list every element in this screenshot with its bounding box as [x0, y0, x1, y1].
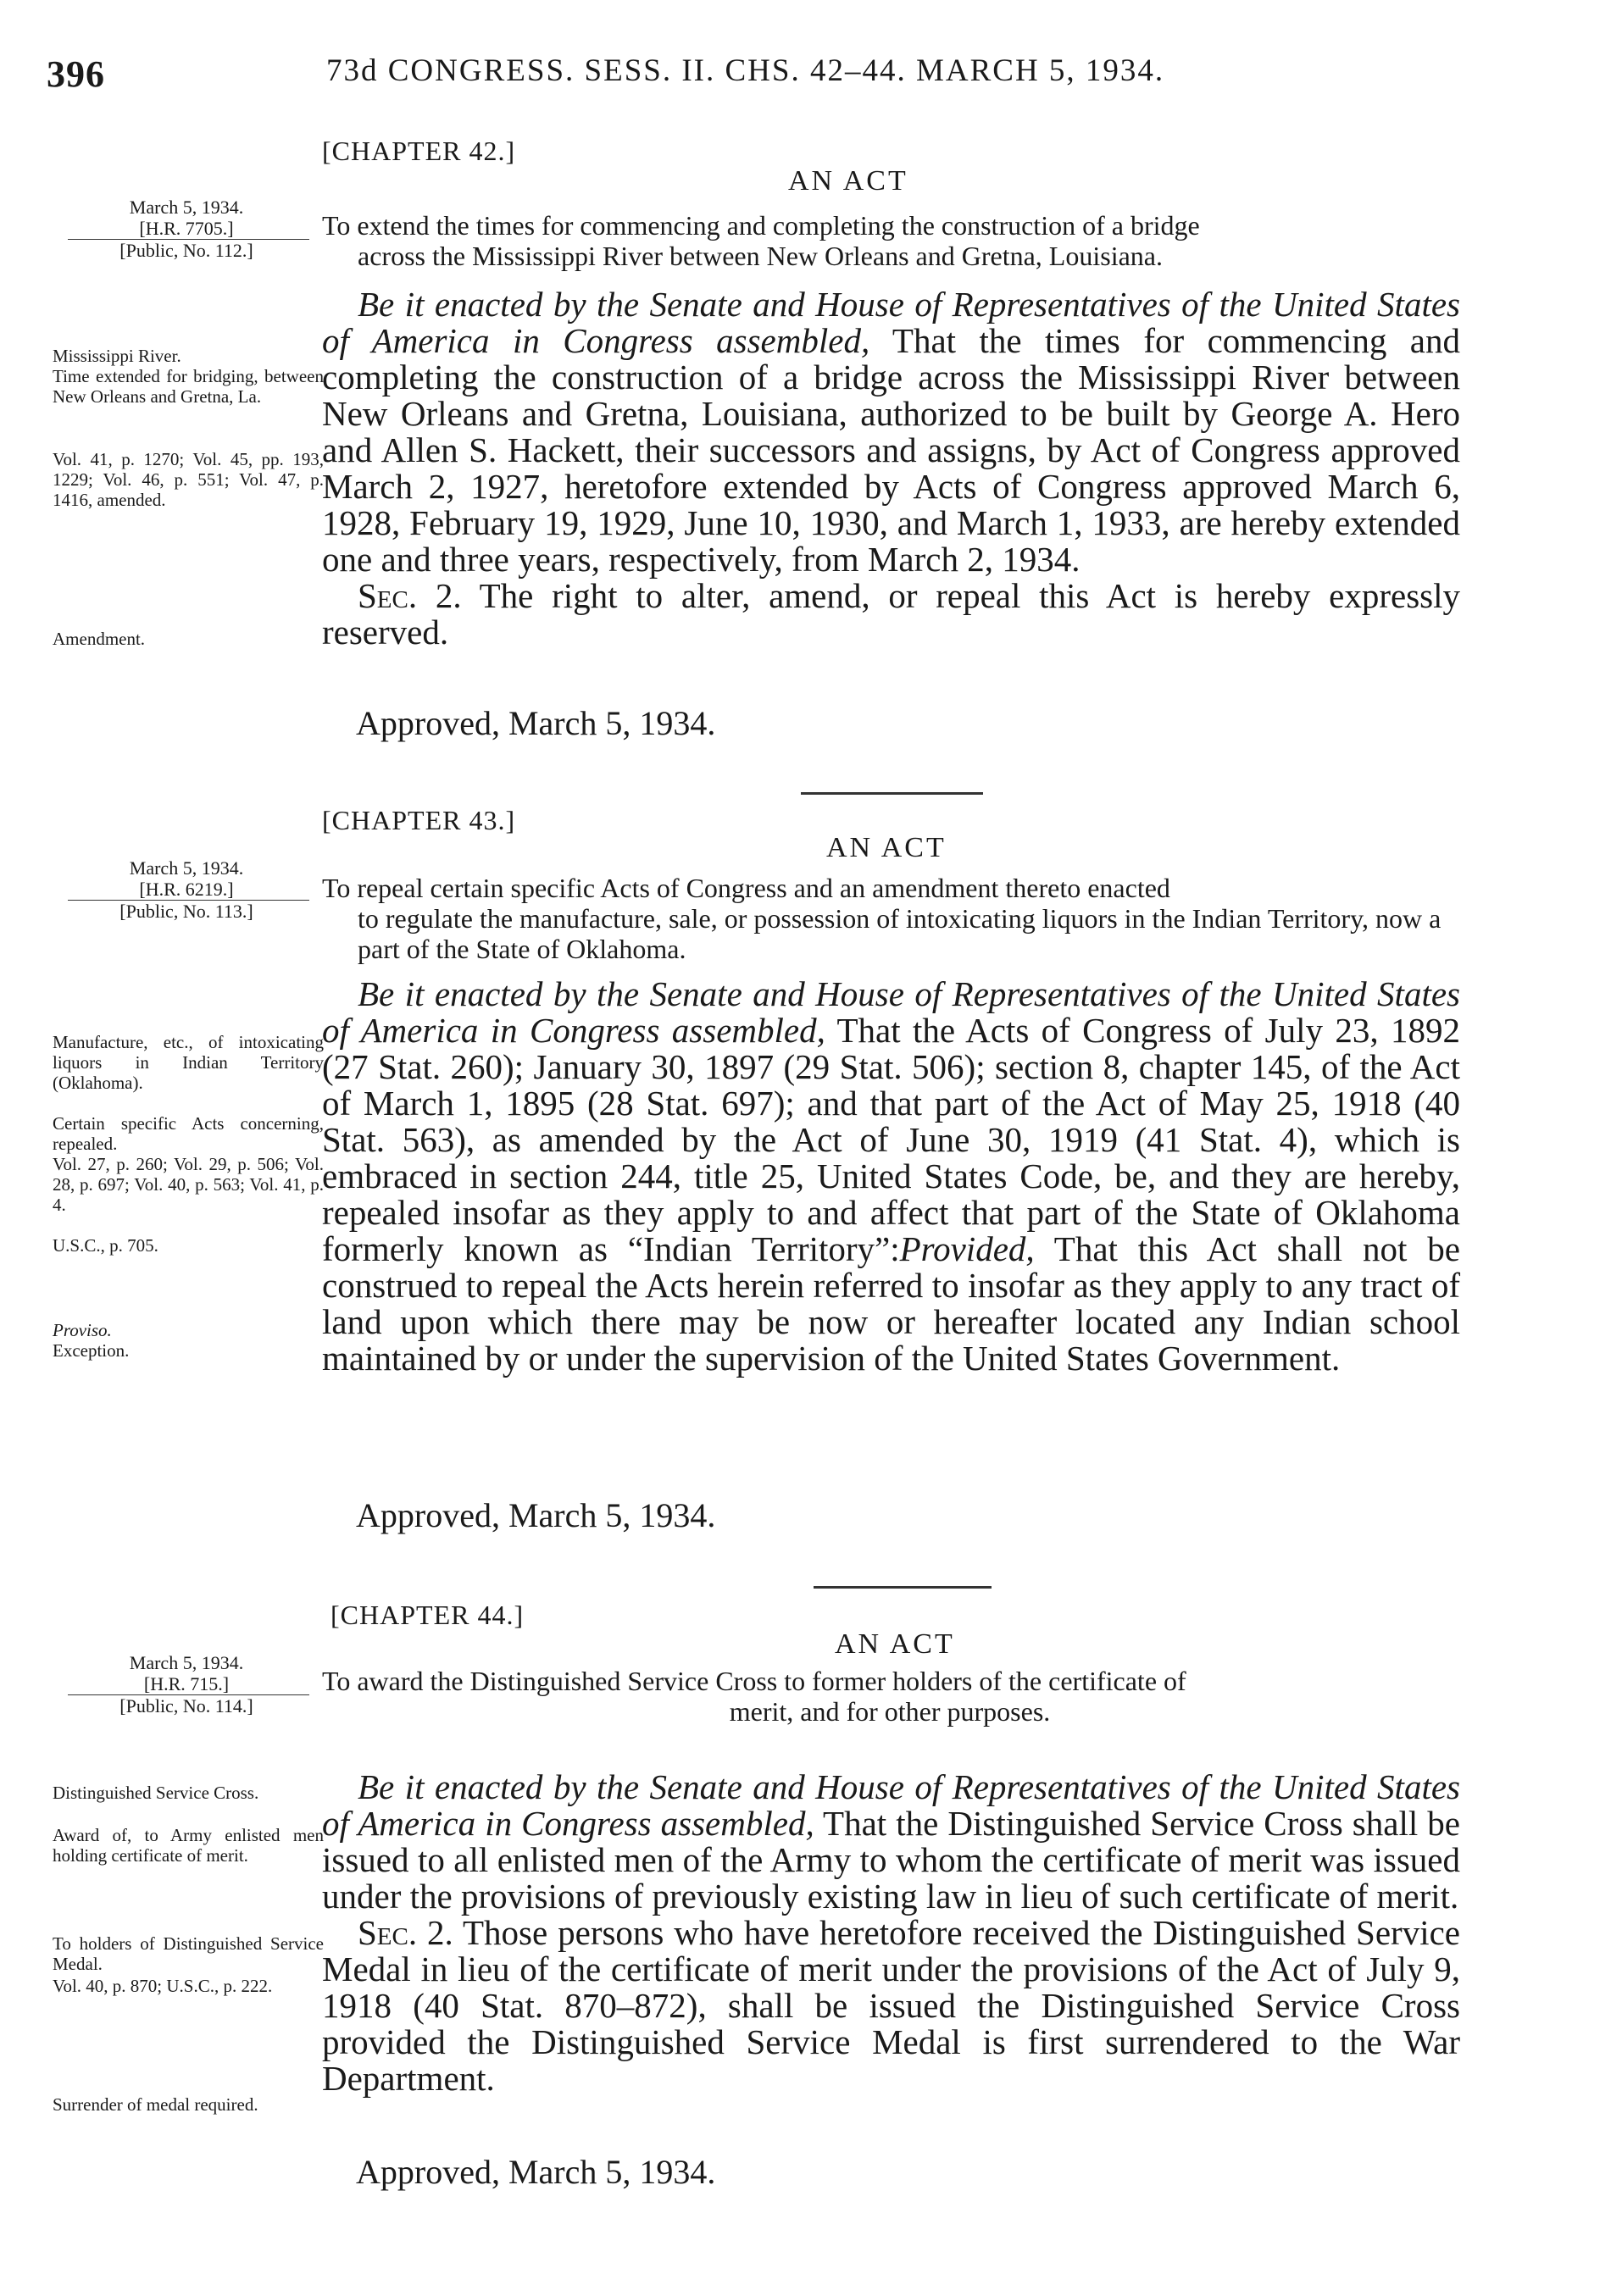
margin-bill: [H.R. 6219.] — [139, 879, 234, 900]
chapter-44-title — [322, 1666, 1458, 1727]
side-note: Amendment. — [53, 629, 146, 649]
side-note: To holders of Distinguished Service Medal. — [53, 1933, 324, 1974]
side-note: U.S.C., p. 705. — [53, 1235, 158, 1256]
chapter-43-label: [CHAPTER 43.] — [322, 805, 516, 835]
side-note: Surrender of medal required. — [53, 2094, 258, 2115]
side-note: Exception. — [53, 1340, 130, 1361]
side-note: Award of, to Army enlisted men holding certificate of merit. — [53, 1825, 324, 1866]
chapter-42-label: [CHAPTER 42.] — [322, 136, 516, 166]
chapter-42-body — [322, 286, 1460, 651]
section-divider — [801, 792, 983, 795]
side-note: Mississippi River. — [53, 346, 181, 366]
side-note: Manufacture, etc., of intoxicating liquors in Indian Territory (Oklahoma). — [53, 1032, 324, 1093]
side-note: Vol. 40, p. 870; U.S.C., p. 222. — [53, 1976, 273, 1996]
enacting-clause: Be it enacted by the Senate and House of Representatives of the United States of America in Congress assembled, — [322, 285, 1460, 360]
side-note: Vol. 27, p. 260; Vol. 29, p. 506; Vol. 28, p. 697; Vol. 40, p. 563; Vol. 41, p. 4. — [53, 1154, 324, 1215]
section-1-text: That the Acts of Congress of July 23, 1892 (27 Stat. 260); January 30, 1897 (29 Stat. 506); section 8, chapter 145, of the Act of March 1, 1895 (28 Stat. 697); and that part of the Act of May 25, 1918 (40 Stat. 563), as amended by the Act of June 30, 1919 (41 Stat. 4), which is embraced in section 244, title 25, United States Code, be, and they are hereby, repealed insofar as they apply to and affect that part of the State of Oklahoma formerly known as “Indian Territory”: — [322, 1011, 1460, 1268]
chapter-44-heading: AN ACT — [835, 1628, 955, 1660]
chapter-42-margin-citation — [47, 197, 326, 261]
section-2-label: Sec. 2. — [358, 1913, 453, 1952]
section-1-text: That the Distinguished Service Cross shall be issued to all enlisted men of the Army to whom the certificate of merit was issued under the provisions of previously existing law in lieu of such certificate of merit. — [322, 1804, 1460, 1916]
chapter-44-body — [322, 1769, 1460, 2097]
side-note: Certain specific Acts concerning, repealed. — [53, 1113, 324, 1154]
margin-public: [Public, No. 112.] — [119, 240, 253, 261]
margin-bill: [H.R. 715.] — [143, 1673, 230, 1694]
margin-public: [Public, No. 114.] — [119, 1695, 253, 1716]
chapter-43-body — [322, 976, 1460, 1377]
proviso-text: That this Act shall not be construed to repeal the Acts herein referred to insofar as they apply to any tract of land upon which there may be now or hereafter located any Indian school maintained by or under the supervision of the United States Government. — [322, 1229, 1460, 1378]
chapter-44-label: [CHAPTER 44.] — [331, 1600, 525, 1630]
section-2-text: The right to alter, amend, or repeal this Act is hereby expressly reserved. — [322, 576, 1461, 652]
title-first-line: To award the Distinguished Service Cross to former holders of the certificate of — [322, 1666, 1186, 1696]
title-rest: across the Mississippi River between New Orleans and Gretna, Louisiana. — [358, 241, 1163, 271]
title-first-line: To repeal certain specific Acts of Congress and an amendment thereto enacted — [322, 873, 1170, 903]
side-note: Time extended for bridging, between New Orleans and Gretna, La. — [53, 366, 324, 407]
side-note: Distinguished Service Cross. — [53, 1783, 259, 1803]
side-note-proviso: Proviso. — [53, 1320, 112, 1340]
chapter-42-title — [322, 210, 1458, 271]
chapter-43-margin-citation — [47, 857, 326, 922]
chapter-43-heading: AN ACT — [826, 832, 947, 863]
title-rest: merit, and for other purposes. — [729, 1696, 1051, 1727]
page-number: 396 — [47, 53, 105, 95]
title-rest: to regulate the manufacture, sale, or possession of intoxicating liquors in the Indian Territory, now a part of the State of Oklahoma. — [358, 903, 1442, 964]
chapter-44-approved: Approved, March 5, 1934. — [356, 2153, 716, 2191]
margin-date: March 5, 1934. — [129, 857, 244, 879]
margin-public: [Public, No. 113.] — [119, 901, 253, 922]
section-2-text: Those persons who have heretofore received the Distinguished Service Medal in lieu of the certificate of merit under the provisions of the Act of July 9, 1918 (40 Stat. 870–872), shall be issued the Distinguished Service Cross provided the Distinguished Service Medal is first surrendered to the War Department. — [322, 1913, 1460, 2098]
enacting-clause: Be it enacted by the Senate and House of Representatives of the United States of America in Congress assembled, — [322, 1767, 1460, 1843]
chapter-42-heading: AN ACT — [788, 165, 908, 197]
running-head: 73d CONGRESS. SESS. II. CHS. 42–44. MARCH 5, 1934. — [326, 53, 1165, 88]
section-1-text: That the times for commencing and completing the construction of a bridge across the Mississippi River between New Orleans and Gretna, Louisiana, authorized to be built by George A. Hero and Allen S. Hackett, their successors and assigns, by Act of Congress approved March 2, 1927, heretofore extended by Acts of Congress approved March 6, 1928, February 19, 1929, June 10, 1930, and March 1, 1933, are hereby extended one and three years, respectively, from March 2, 1934. — [322, 321, 1460, 579]
margin-date: March 5, 1934. — [129, 1652, 244, 1673]
chapter-44-margin-citation — [47, 1652, 326, 1716]
chapter-43-title — [322, 873, 1458, 964]
title-first-line: To extend the times for commencing and completing the construction of a bridge — [322, 210, 1200, 241]
chapter-43-approved: Approved, March 5, 1934. — [356, 1496, 716, 1534]
enacting-clause: Be it enacted by the Senate and House of Representatives of the United States of America in Congress assembled, — [322, 974, 1460, 1050]
side-note: Vol. 41, p. 1270; Vol. 45, pp. 193, 1229; Vol. 46, p. 551; Vol. 47, p. 1416, amended. — [53, 449, 324, 510]
margin-date: March 5, 1934. — [129, 197, 244, 218]
section-divider — [814, 1586, 992, 1589]
section-2-label: Sec. 2. — [358, 576, 462, 615]
margin-bill: [H.R. 7705.] — [139, 218, 234, 239]
proviso-word: Provided, — [899, 1229, 1035, 1268]
chapter-42-approved: Approved, March 5, 1934. — [356, 704, 716, 742]
